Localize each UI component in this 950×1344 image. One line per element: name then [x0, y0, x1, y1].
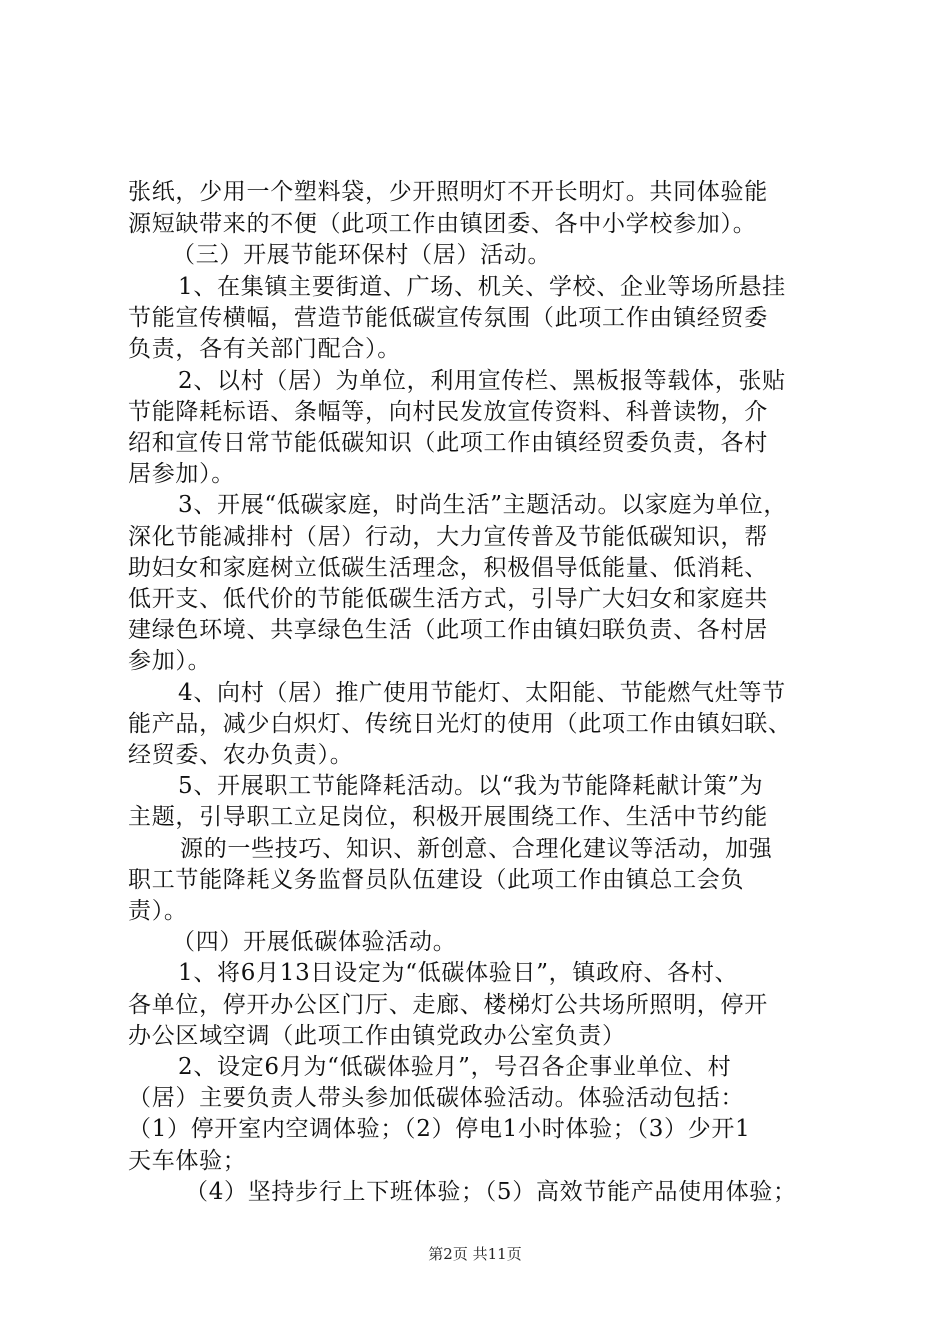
body-line-04: 1、在集镇主要街道、广场、机关、学校、企业等场所悬挂 — [178, 274, 786, 300]
page-number-footer: 第2页 共11页 — [428, 1245, 522, 1263]
body-line-18: 能产品，减少白炽灯、传统日光灯的使用（此项工作由镇妇联、 — [128, 711, 792, 737]
body-line-28: 办公区域空调（此项工作由镇党政办公室负责） — [128, 1023, 626, 1049]
body-line-15: 建绿色环境、共享绿色生活（此项工作由镇妇联负责、各村居 — [128, 617, 768, 643]
body-line-32: 天车体验； — [128, 1148, 247, 1174]
body-line-21: 主题，引导职工立足岗位，积极开展围绕工作、生活中节约能 — [128, 804, 768, 830]
body-line-22: 源的一些技巧、知识、新创意、合理化建议等活动，加强 — [180, 836, 773, 862]
body-line-10: 居参加）。 — [128, 461, 235, 487]
body-line-08: 节能降耗标语、条幅等，向村民发放宣传资料、科普读物，介 — [128, 399, 768, 425]
body-line-30: （居）主要负责人带头参加低碳体验活动。体验活动包括： — [128, 1085, 745, 1111]
body-line-16: 参加）。 — [128, 648, 212, 674]
body-line-02: 源短缺带来的不便（此项工作由镇团委、各中小学校参加）。 — [128, 211, 757, 237]
body-line-07: 2、以村（居）为单位，利用宣传栏、黑板报等载体，张贴 — [178, 368, 786, 394]
body-line-19: 经贸委、农办负责）。 — [128, 742, 354, 768]
section-heading-three: （三）开展节能环保村（居）活动。 — [172, 242, 552, 268]
body-line-26: 1、将6月13日设定为“低碳体验日”，镇政府、各村、 — [178, 960, 739, 986]
body-line-24: 责）。 — [128, 898, 188, 924]
body-line-12: 深化节能减排村（居）行动，大力宣传普及节能低碳知识，帮 — [128, 524, 768, 550]
body-line-20: 5、开展职工节能降耗活动。以“我为节能降耗献计策”为 — [178, 773, 764, 799]
body-line-14: 低开支、低代价的节能低碳生活方式，引导广大妇女和家庭共 — [128, 586, 768, 612]
body-line-05: 节能宣传横幅，营造节能低碳宣传氛围（此项工作由镇经贸委 — [128, 305, 768, 331]
body-line-06: 负责，各有关部门配合）。 — [128, 336, 401, 362]
body-line-13: 助妇女和家庭树立低碳生活理念，积极倡导低能量、低消耗、 — [128, 555, 768, 581]
body-line-29: 2、设定6月为“低碳体验月”，号召各企事业单位、村 — [178, 1054, 732, 1080]
body-line-23: 职工节能降耗义务监督员队伍建设（此项工作由镇总工会负 — [128, 867, 745, 893]
body-line-31: （1）停开室内空调体验；（2）停电1小时体验；（3）少开1 — [128, 1116, 751, 1142]
body-line-11: 3、开展“低碳家庭，时尚生活”主题活动。以家庭为单位， — [178, 492, 788, 518]
body-line-17: 4、向村（居）推广使用节能灯、太阳能、节能燃气灶等节 — [178, 680, 786, 706]
body-line-01: 张纸，少用一个塑料袋，少开照明灯不开长明灯。共同体验能 — [128, 179, 768, 205]
body-line-27: 各单位，停开办公区门厅、走廊、楼梯灯公共场所照明，停开 — [128, 992, 768, 1018]
body-line-33: （4）坚持步行上下班体验；（5）高效节能产品使用体验； — [185, 1179, 797, 1205]
section-heading-four: （四）开展低碳体验活动。 — [172, 929, 457, 955]
body-line-09: 绍和宣传日常节能低碳知识（此项工作由镇经贸委负责，各村 — [128, 430, 768, 456]
